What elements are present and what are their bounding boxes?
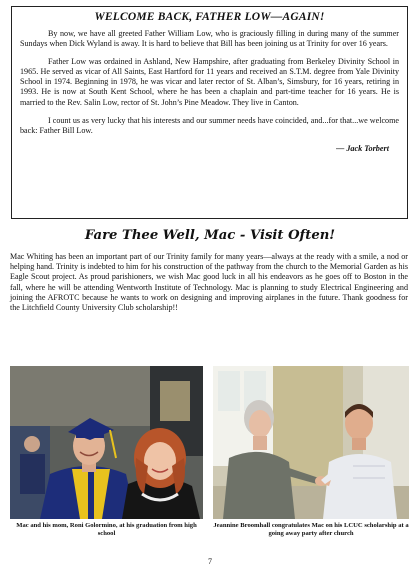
farewell-article-title: Fare Thee Well, Mac - Visit Often! xyxy=(84,228,336,243)
welcome-signature: — Jack Torbert xyxy=(336,143,389,153)
welcome-paragraph-2: Father Low was ordained in Ashland, New Hampshire, after graduating from Berkeley Divinity School in 1965. He served as vicar of All Saints, East Hartford for 11 years and received an S.T.M. degree from Yale Divinity School in 1974. Beginning in 1978, he was vicar and later rector of St. Alban’s, Simsbury, for 16 years, retiring in 1993. He is now at South Kent School, where he has been a chaplain and part-time teacher for 16 years. He is married to the Rev. Salin Low, rector of St. John’s Pine Meadow. They live in Canton. xyxy=(20,57,399,107)
page-number: 7 xyxy=(208,557,212,566)
welcome-paragraph-1: By now, we have all greeted Father William Low, who is graciously filling in during many of the summer Sundays when Dick Wyland is away. It is hard to believe that Bill has been joining us at Trinity for over 16 years. xyxy=(20,29,399,49)
graduation-photo-caption: Mac and his mom, Roni Golormino, at his graduation from high school xyxy=(16,522,197,537)
going-away-party-photo xyxy=(213,366,409,519)
welcome-article-box xyxy=(11,6,408,219)
graduation-photo xyxy=(10,366,203,519)
welcome-article-title: WELCOME BACK, FATHER LOW—AGAIN! xyxy=(94,11,325,23)
welcome-paragraph-3: I count us as very lucky that his interests and our summer needs have coincided, and...for that...we welcome back: Father Bill Low. xyxy=(20,115,399,135)
party-photo-caption: Jeannine Broomhall congratulates Mac on his LCUC scholarship at a going away party after church xyxy=(213,522,409,537)
farewell-article-body: Mac Whiting has been an important part of our Trinity family for many years—always at the ready with a smile, a nod or helping hand. Trinity is indebted to him for his construction of the pathway from the church to the Memorial Garden as his Eagle Scout project. As proud parishioners, we wish Mac good luck in all his endeavors as he goes off to Boston in the fall, where he will be attending Wentworth Institute of Technology. Mac is planning to study Electrical Engineering and joining the AFROTC because he wants to work on designing and improving airplanes in the future. Thank goodness for the Litchfield County University Club scholarship!! xyxy=(10,252,408,313)
